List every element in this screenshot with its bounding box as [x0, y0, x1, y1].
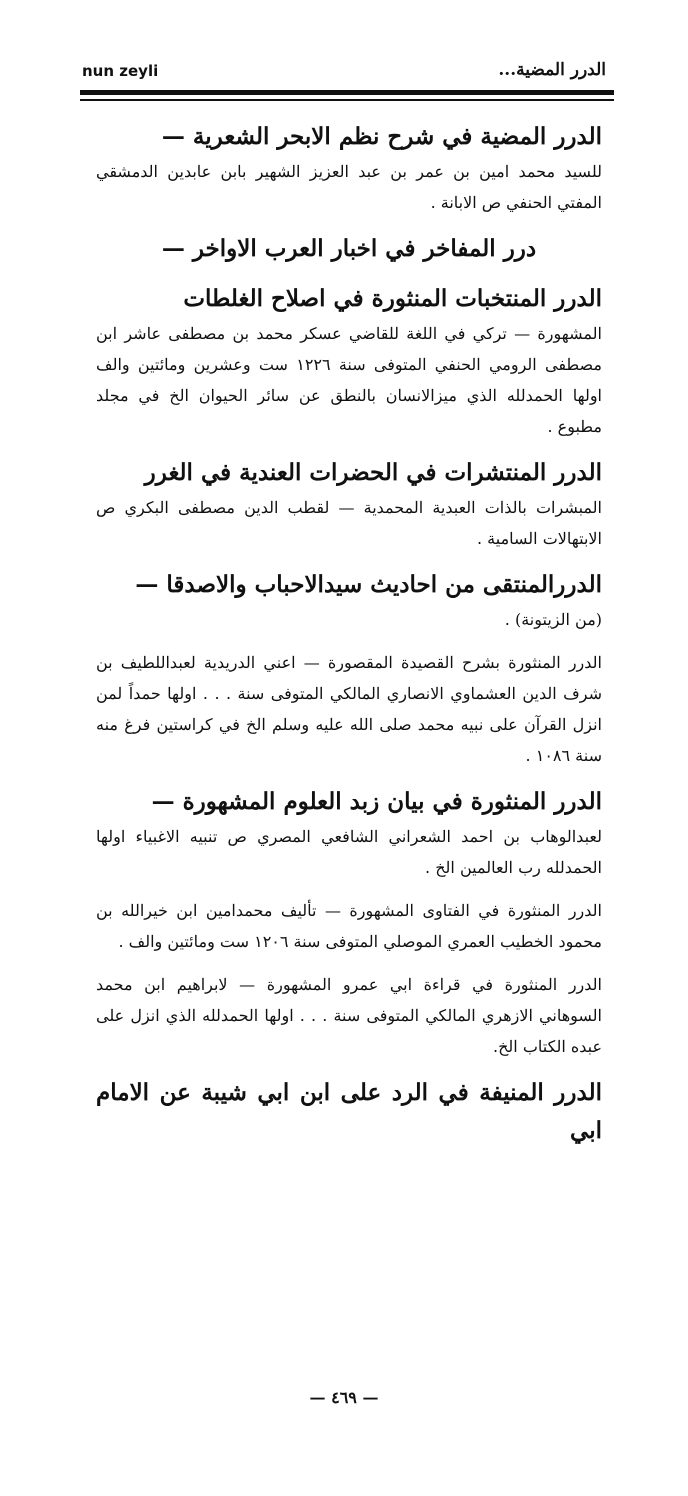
- entry: [96, 895, 602, 957]
- entry-body: المشهورة — تركي في اللغة للقاضي عسكر محمد بن مصطفى عاشر ابن مصطفى الرومي الحنفي المتوفى سنة ١٢٢٦ ست وعشرين ومائتين والف اولها الحمدلله الذي ميزالانسان بالنطق عن سائر الحيوان الخ في مجلد مطبوع .: [96, 324, 603, 436]
- entry-heading: الدرر المنثورة في بيان زبد العلوم المشهورة —: [151, 788, 602, 815]
- entry: [96, 566, 602, 635]
- entry-body: المبشرات بالذات العبدية المحمدية — لقطب الدين مصطفى البكري ص الابتهالات السامية .: [96, 498, 602, 548]
- entry: [96, 969, 602, 1062]
- entry: [96, 454, 602, 554]
- entry-heading: الدرر المنيفة في الرد على ابن ابي شيبة عن الامام ابي: [96, 1079, 602, 1144]
- entry: [96, 647, 602, 771]
- entry-body: (من الزيتونة) .: [504, 610, 602, 629]
- entry-body: الدرر المنثورة في قراءة ابي عمرو المشهورة — لابراهيم ابن محمد السوهاني الازهري المالكي المتوفى سنة . . . اولها الحمدلله الذي انزل على عبده الكتاب الخ.: [96, 975, 602, 1056]
- entry-heading: الدرر المنتخبات المنثورة في اصلاح الغلطات: [183, 285, 602, 312]
- running-header-latin: nun zeyli: [82, 62, 159, 80]
- entry: [96, 118, 602, 218]
- page-number: — ٤٦٩ —: [309, 1388, 379, 1407]
- entry-heading: الدررالمنتقى من احاديث سيدالاحباب والاصدقا —: [135, 571, 602, 598]
- entry: [96, 783, 602, 883]
- entry-heading: درر المفاخر في اخبار العرب الاواخر —: [161, 235, 537, 262]
- entry-body: لعبدالوهاب بن احمد الشعراني الشافعي المصري ص تنبيه الاغبياء اولها الحمدلله رب العالمين الخ .: [96, 827, 602, 877]
- entry: [96, 230, 602, 268]
- entry: [96, 280, 602, 442]
- entry-body: الدرر المنثورة في الفتاوى المشهورة — تأليف محمدامين ابن خيرالله بن محمود الخطيب العمري الموصلي المتوفى سنة ١٢٠٦ ست ومائتين والف .: [96, 901, 602, 951]
- header-rule-thick: [80, 90, 614, 95]
- header-rule-thin: [80, 99, 614, 101]
- entry-heading: الدرر المنتشرات في الحضرات العندية في الغرر: [144, 459, 602, 486]
- entry-body: الدرر المنثورة بشرح القصيدة المقصورة — اعني الدريدية لعبداللطيف بن شرف الدين العشماوي الانصاري المالكي المتوفى سنة . . . اولها حمداً لمن انزل القرآن على نبيه محمد صلى الله عليه وسلم الخ في كراستين فرغ منه سنة ١٠٨٦ .: [96, 653, 602, 765]
- entry-heading: الدرر المضية في شرح نظم الابحر الشعرية —: [161, 123, 602, 150]
- entry-body: للسيد محمد امين بن عمر بن عبد العزيز الشهير بابن عابدين الدمشقي المفتي الحنفي ص الابانة .: [96, 162, 603, 212]
- page-content: [96, 118, 602, 1162]
- running-header-arabic: الدرر المضية...: [498, 60, 606, 80]
- entry: [96, 1074, 602, 1150]
